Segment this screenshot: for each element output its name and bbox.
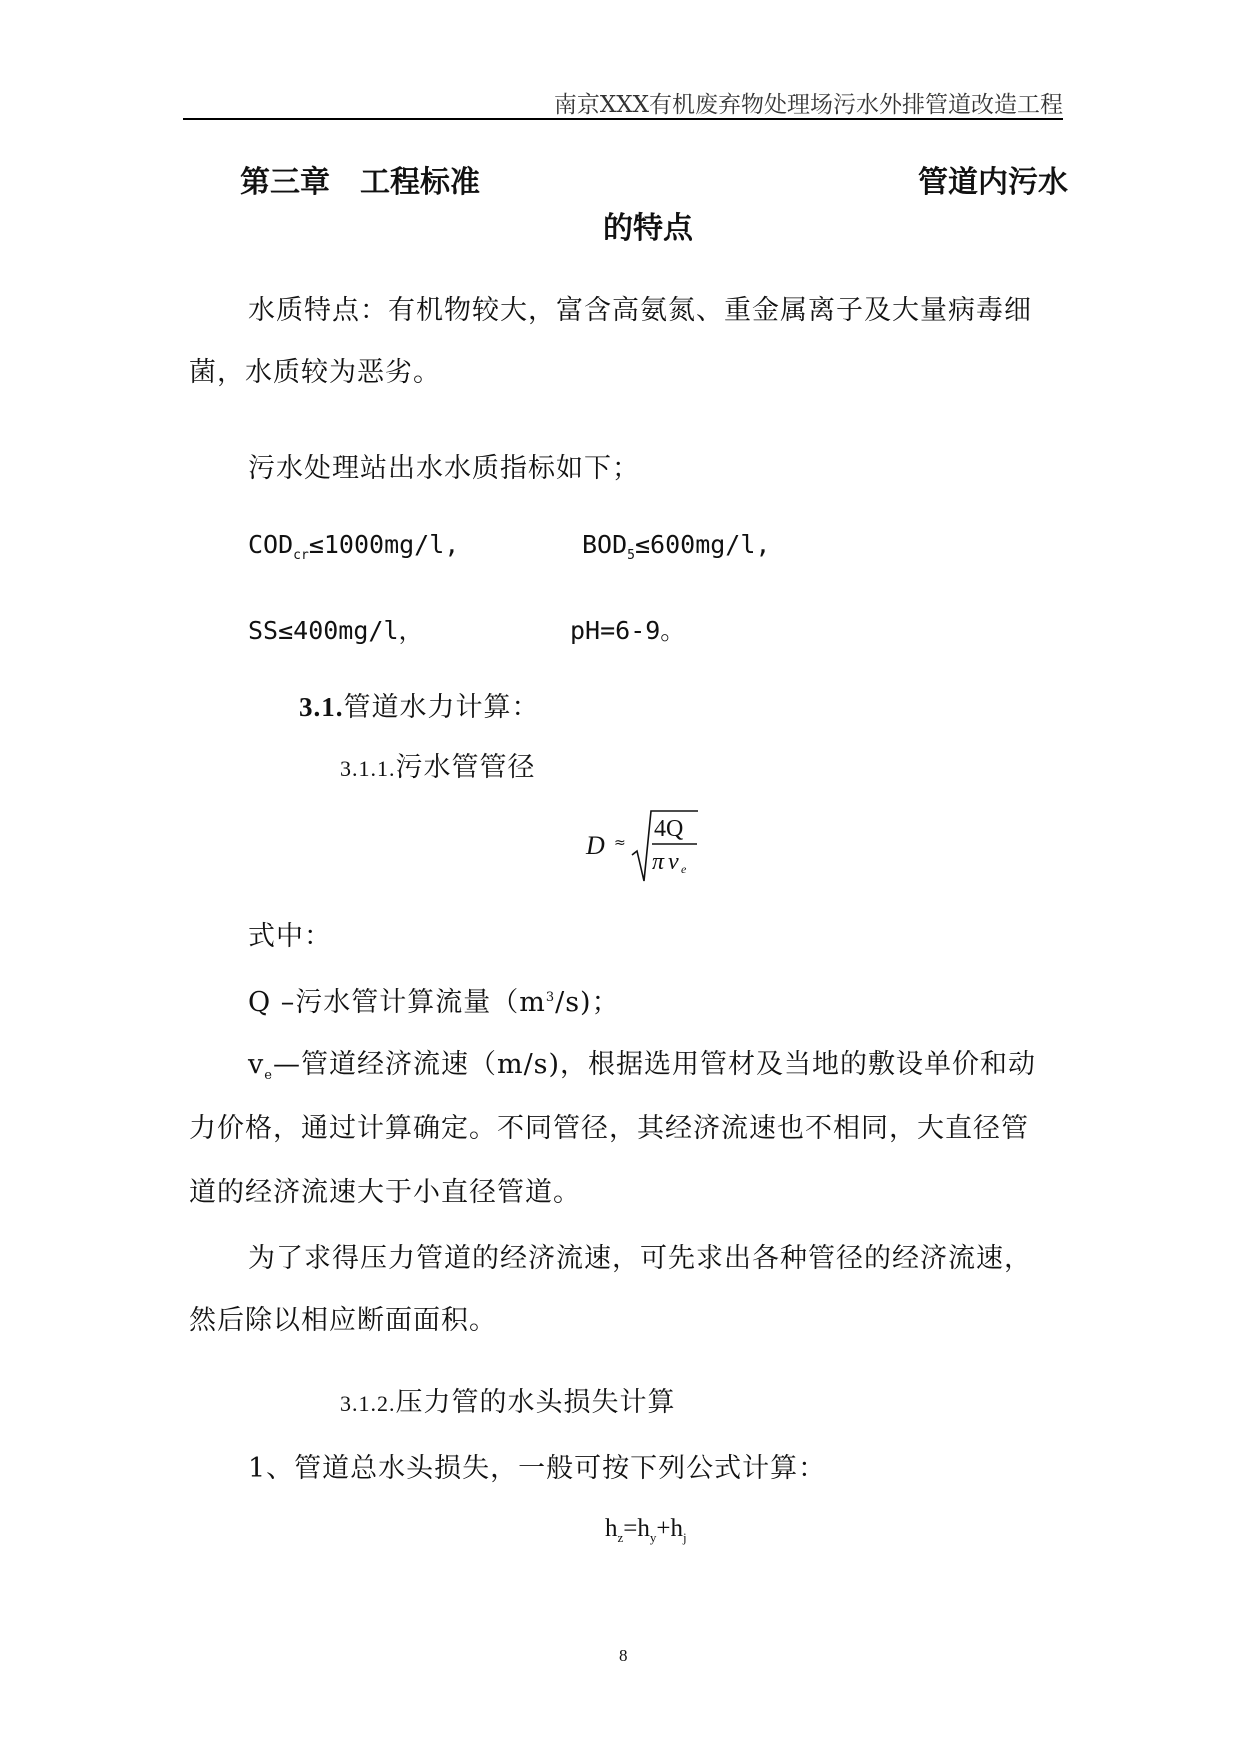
header-divider: [183, 118, 1063, 120]
formula2-h2: h: [637, 1515, 650, 1542]
formula2-plus: +: [656, 1515, 671, 1542]
formula-den-sub: e: [681, 862, 687, 876]
paragraph-economic-speed-line2: 然后除以相应断面面积。: [189, 1305, 497, 1336]
indicator-ss: SS≤400mg/l，: [248, 616, 424, 645]
where-label: 式中：: [248, 921, 332, 952]
formula2-s2: y: [649, 1530, 657, 1545]
ve-symbol-sub: e: [264, 1068, 273, 1083]
paragraph-economic-speed-line1: 为了求得压力管道的经济流速，可先求出各种管径的经济流速，: [248, 1243, 1032, 1274]
chapter-title-second-line: 的特点: [603, 211, 693, 246]
cod-prefix: COD: [248, 530, 294, 559]
subsection-number: 3.1.2.: [340, 1391, 396, 1416]
bod-prefix: BOD: [582, 530, 628, 559]
list-item-1: 1、管道总水头损失，一般可按下列公式计算：: [248, 1453, 827, 1484]
paragraph-water-quality-line1: 水质特点：有机物较大，富含高氨氮、重金属离子及大量病毒细: [248, 295, 1032, 326]
formula2-s3: j: [683, 1530, 687, 1545]
paragraph-indicators-intro: 污水处理站出水水质指标如下；: [248, 453, 640, 484]
q-definition-text: Q –污水管计算流量（m: [248, 987, 546, 1018]
formula2-eq: =: [623, 1515, 638, 1542]
formula2-s1: z: [617, 1530, 624, 1545]
formula-numerator: 4Q: [654, 816, 684, 842]
subsection-title: 污水管管径: [395, 752, 536, 783]
paragraph-water-quality-line2: 菌，水质较为恶劣。: [189, 357, 441, 388]
ve-definition-line1: [248, 1042, 1036, 1083]
cod-subscript: cr: [293, 548, 309, 563]
formula-pipe-diameter: [580, 805, 720, 885]
cod-value: ≤1000mg/l,: [308, 530, 460, 559]
subsection-number: 3.1.1.: [340, 756, 396, 781]
chapter-title-right: 管道内污水: [918, 165, 1068, 200]
header-project-title: 南京XXX有机废弃物处理场污水外排管道改造工程: [553, 92, 1063, 118]
ve-symbol: v: [248, 1049, 265, 1080]
ve-definition-line2: 力价格，通过计算确定。不同管径，其经济流速也不相同，大直径管: [189, 1113, 1029, 1144]
section-heading-3-1: [299, 685, 540, 724]
bod-subscript: 5: [627, 548, 635, 563]
subsection-heading-3-1-2: [340, 1380, 676, 1419]
ve-definition-text: —管道经济流速（m/s)，根据选用管材及当地的敷设单价和动: [272, 1049, 1037, 1080]
page-number: 8: [619, 1646, 628, 1665]
q-definition: [248, 980, 620, 1019]
ve-definition-line3: 道的经济流速大于小直径管道。: [189, 1177, 581, 1208]
formula-relation: ≈: [614, 835, 626, 851]
formula-den-v: v: [668, 849, 679, 875]
formula2-h3: h: [670, 1515, 683, 1542]
indicator-cod: [248, 530, 459, 563]
subsection-heading-3-1-1: [340, 745, 536, 784]
indicator-bod: [582, 530, 770, 563]
q-definition-text-end: /s)；: [555, 987, 620, 1018]
bod-value: ≤600mg/l,: [634, 530, 771, 559]
section-title: 管道水力计算：: [343, 692, 540, 723]
formula-den-pi: π: [652, 849, 665, 875]
indicator-ph: pH=6-9。: [570, 616, 686, 645]
q-definition-sup: 3: [545, 990, 556, 1005]
formula-lhs: D: [586, 831, 605, 860]
section-number: 3.1.: [299, 692, 344, 722]
formula-head-loss: [605, 1515, 687, 1546]
chapter-title: 第三章 工程标准: [240, 165, 480, 200]
formula2-h1: h: [605, 1515, 618, 1542]
subsection-title: 压力管的水头损失计算: [395, 1387, 676, 1418]
